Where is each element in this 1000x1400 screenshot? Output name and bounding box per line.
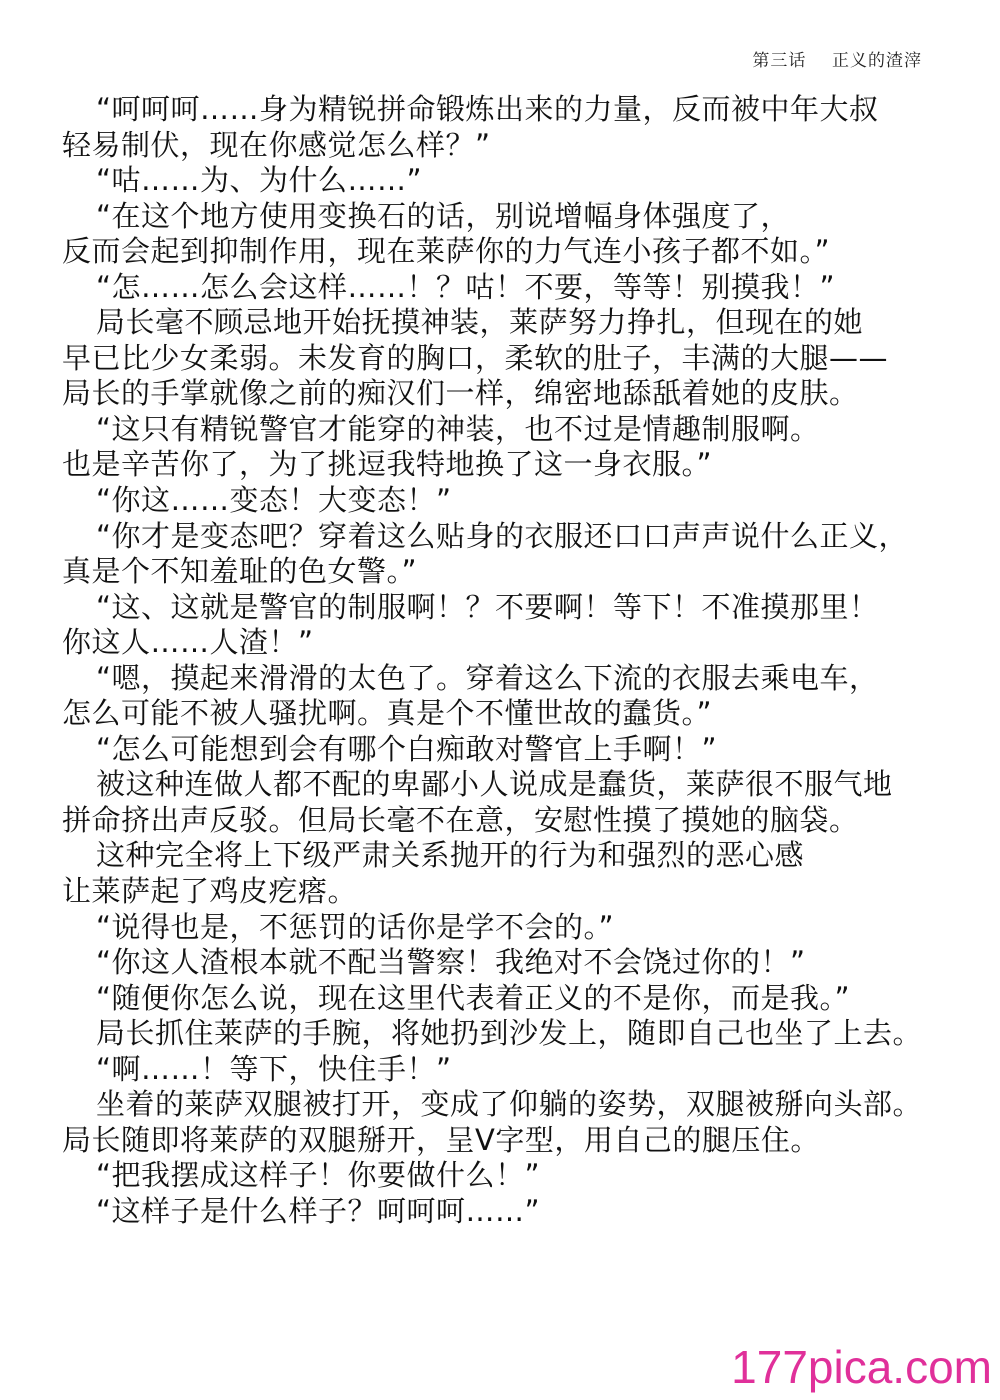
- text-line: “啊……！等下，快住手！”: [96, 1051, 452, 1086]
- text-line: “把我摆成这样子！你要做什么！”: [96, 1158, 541, 1193]
- text-line: 也是辛苦你了，为了挑逗我特地换了这一身衣服。”: [62, 447, 713, 482]
- text-line: “这只有精锐警官才能穿的神装，也不过是情趣制服啊。: [96, 411, 820, 446]
- text-line: “这、这就是警官的制服啊！？不要啊！等下！不准摸那里！: [96, 589, 879, 624]
- chapter-number: 第三话: [752, 51, 807, 71]
- text-line: “在这个地方使用变换石的话，别说增幅身体强度了，: [96, 198, 791, 233]
- text-line: 反而会起到抑制作用，现在莱萨你的力气连小孩子都不如。”: [62, 234, 831, 269]
- text-line: “你这……变态！大变态！”: [96, 483, 452, 518]
- text-line: “怎……怎么会这样……！？咕！不要，等等！别摸我！”: [96, 269, 836, 304]
- text-line: 怎么可能不被人骚扰啊。真是个不懂世故的蠢货。”: [62, 696, 713, 731]
- text-line: 局长毫不顾忌地开始抚摸神装，莱萨努力挣扎，但现在的她: [96, 305, 864, 340]
- text-line: “呵呵呵……身为精锐拼命锻炼出来的力量，反而被中年大叔: [96, 92, 879, 126]
- body-text: [62, 92, 982, 1230]
- text-line: “说得也是，不惩罚的话你是学不会的。”: [96, 909, 615, 944]
- chapter-title: 正义的渣滓: [832, 51, 922, 71]
- text-line: “你这人渣根本就不配当警察！我绝对不会饶过你的！”: [96, 945, 806, 980]
- text-line: “随便你怎么说，现在这里代表着正义的不是你，而是我。”: [96, 980, 851, 1015]
- text-line: 这种完全将上下级严肃关系抛开的行为和强烈的恶心感: [96, 838, 805, 873]
- text-line: 坐着的莱萨双腿被打开，变成了仰躺的姿势，双腿被掰向头部。: [96, 1087, 923, 1122]
- text-line: “你才是变态吧？穿着这么贴身的衣服还口口声声说什么正义，: [96, 518, 909, 553]
- text-line: “咕……为、为什么……”: [96, 163, 423, 198]
- text-line: “怎么可能想到会有哪个白痴敢对警官上手啊！”: [96, 731, 718, 766]
- site-watermark: 177pica.com: [731, 1341, 992, 1393]
- text-line: 局长的手掌就像之前的痴汉们一样，绵密地舔舐着她的皮肤。: [62, 376, 859, 411]
- text-line: 局长随即将莱萨的双腿掰开，呈V字型，用自己的腿压住。: [62, 1122, 820, 1157]
- text-line: 被这种连做人都不配的卑鄙小人说成是蠢货，莱萨很不服气地: [96, 767, 893, 802]
- text-line: “这样子是什么样子？呵呵呵……”: [96, 1193, 541, 1228]
- running-header: [752, 46, 922, 71]
- text-line: 早已比少女柔弱。未发育的胸口，柔软的肚子，丰满的大腿——: [62, 340, 889, 375]
- text-line: 让莱萨起了鸡皮疙瘩。: [62, 874, 358, 909]
- text-line: 拼命挤出声反驳。但局长毫不在意，安慰性摸了摸她的脑袋。: [62, 802, 859, 837]
- text-line: 真是个不知羞耻的色女警。”: [62, 554, 418, 589]
- text-line: 局长抓住莱萨的手腕，将她扔到沙发上，随即自己也坐了上去。: [96, 1016, 923, 1051]
- text-line: “嗯，摸起来滑滑的太色了。穿着这么下流的衣服去乘电车，: [96, 660, 879, 695]
- text-line: 轻易制伏，现在你感觉怎么样？”: [62, 127, 491, 162]
- text-line: 你这人……人渣！”: [62, 625, 314, 660]
